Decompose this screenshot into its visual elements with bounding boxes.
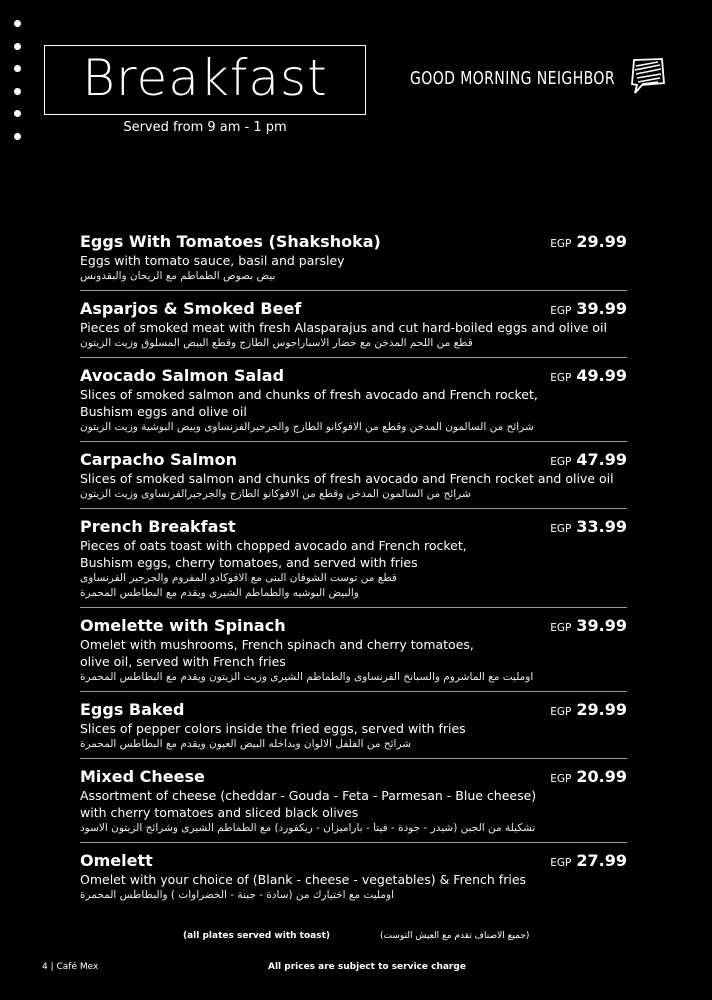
menu-item-price — [550, 299, 627, 318]
menu-item-description: Omelet with mushrooms, French spinach and cherry tomatoes, — [80, 637, 474, 652]
menu-item-arabic-description: قطع من توست الشوفان البنى مع الافوكادو المفروم والجرجير الفرنساوى — [80, 572, 397, 584]
binder-dot — [14, 133, 21, 140]
binder-dot — [14, 88, 21, 95]
page-number: 4 | Café Mex — [42, 962, 99, 972]
menu-item — [80, 365, 627, 442]
price-currency: EGP — [550, 773, 572, 785]
menu-item-description: Slices of smoked salmon and chunks of fresh avocado and French rocket, — [80, 387, 538, 402]
price-amount: 33.99 — [576, 517, 627, 536]
price-currency: EGP — [550, 523, 572, 535]
price-currency: EGP — [550, 372, 572, 384]
menu-item-price — [550, 517, 627, 536]
menu-item-price — [550, 366, 627, 385]
menu-item-arabic-description: اومليت مع الماشروم والسبانخ الفرنساوى والطماطم الشيرى وزيت الزيتون ويقدم مع البطاطس المحمرة — [80, 671, 534, 683]
binder-dot — [14, 20, 21, 27]
binder-dot — [14, 43, 21, 50]
menu-item-name: Eggs Baked — [80, 700, 185, 719]
menu-item-description: with cherry tomatoes and sliced black olives — [80, 805, 359, 820]
menu-item-arabic-description: قطع من اللحم المدخن مع خضار الاسباراجوس الطازج وقطع البيض المسلوق وزيت الزيتون — [80, 337, 473, 349]
menu-item — [80, 850, 627, 909]
menu-item-price — [550, 232, 627, 251]
menu-item-name: Avocado Salmon Salad — [80, 366, 285, 385]
menu-item-price — [550, 616, 627, 635]
menu-item-header — [80, 699, 627, 720]
menu-item-name: Prench Breakfast — [80, 517, 236, 536]
menu-item-name: Asparjos & Smoked Beef — [80, 299, 302, 318]
binder-dot — [14, 110, 21, 117]
menu-item-name: Omelett — [80, 851, 153, 870]
menu-item-arabic-description: تشكيلة من الجبن (شيدر - جودة - فيتا - بارامیزان - ریکفورد) مع الطماطم الشيرى وشرائح الزيتون الاسود — [80, 822, 536, 834]
menu-item-price — [550, 700, 627, 719]
toast-note-en: (all plates served with toast) — [183, 931, 331, 941]
menu-item-header — [80, 449, 627, 470]
menu-item-arabic-description: شرائح من السالمون المدخن وقطع من الافوكانو الطازج والجرجيرالفرنساوى وزيت الزيتون — [80, 488, 471, 500]
menu-item-header — [80, 766, 627, 787]
menu-item-header — [80, 365, 627, 386]
menu-item — [80, 615, 627, 692]
menu-item — [80, 298, 627, 358]
menu-item-name: Eggs With Tomatoes (Shakshoka) — [80, 232, 381, 251]
menu-item-description: Bushism eggs, cherry tomatoes, and served with fries — [80, 555, 418, 570]
menu-item-header — [80, 516, 627, 537]
menu-item — [80, 766, 627, 843]
price-currency: EGP — [550, 706, 572, 718]
menu-item — [80, 516, 627, 608]
menu-item-price — [550, 450, 627, 469]
menu-item-description: Pieces of smoked meat with fresh Alasparajus and cut hard-boiled eggs and olive oil — [80, 320, 607, 335]
served-hours: Served from 9 am - 1 pm — [123, 120, 287, 135]
toast-note-ar: (جميع الاصناف تقدم مع العيش التوست) — [380, 931, 530, 941]
price-currency: EGP — [550, 622, 572, 634]
menu-item-header — [80, 298, 627, 319]
menu-item — [80, 449, 627, 509]
menu-item-description: Slices of pepper colors inside the fried eggs, served with fries — [80, 721, 466, 736]
price-amount: 29.99 — [576, 232, 627, 251]
menu-item-price — [550, 767, 627, 786]
price-amount: 49.99 — [576, 366, 627, 385]
price-amount: 29.99 — [576, 700, 627, 719]
price-currency: EGP — [550, 238, 572, 250]
price-amount: 39.99 — [576, 616, 627, 635]
menu-item-description: Bushism eggs and olive oil — [80, 404, 247, 419]
menu-item — [80, 231, 627, 291]
menu-list — [80, 231, 627, 916]
menu-item-name: Carpacho Salmon — [80, 450, 237, 469]
menu-item-description: Assortment of cheese (cheddar - Gouda - Feta - Parmesan - Blue cheese) — [80, 788, 537, 803]
menu-item-name: Omelette with Spinach — [80, 616, 286, 635]
menu-item-arabic-description: شرائح من السالمون المدخن وقطع من الافوكانو الطازج والجرجيرالفرنساوى وبيض البوشية وزيت الزيتون — [80, 421, 534, 433]
menu-item-description: Pieces of oats toast with chopped avocado and French rocket, — [80, 538, 467, 553]
menu-item-header — [80, 615, 627, 636]
menu-item-arabic-description: شرائح من الفلفل الالوان وبداخله البيض العيون ويقدم مع البطاطس المحمرة — [80, 738, 412, 750]
greeting-text: GOOD MORNING NEIGHBOR — [410, 68, 616, 89]
price-amount: 20.99 — [576, 767, 627, 786]
price-currency: EGP — [550, 305, 572, 317]
menu-item-description: Slices of smoked salmon and chunks of fresh avocado and French rocket and olive oil — [80, 471, 614, 486]
speech-bubble-icon — [628, 57, 666, 95]
menu-item-description: olive oil, served with French fries — [80, 654, 286, 669]
service-charge-note: All prices are subject to service charge — [268, 962, 466, 972]
menu-item-arabic-description: والبيض البوشيه والطماطم الشيرى ويقدم مع البطاطس المحمرة — [80, 587, 359, 599]
menu-item-header — [80, 231, 627, 252]
menu-item-description: Omelet with your choice of (Blank - cheese - vegetables) & French fries — [80, 872, 527, 887]
menu-item-price — [550, 851, 627, 870]
page-title: Breakfast — [82, 49, 328, 107]
price-currency: EGP — [550, 857, 572, 869]
menu-item-arabic-description: بيض بصوص الطماطم مع الريحان والبقدونس — [80, 270, 276, 282]
menu-item-name: Mixed Cheese — [80, 767, 205, 786]
price-amount: 27.99 — [576, 851, 627, 870]
binder-dots — [14, 20, 21, 155]
binder-dot — [14, 65, 21, 72]
menu-item-arabic-description: اومليت مع اختيارك من (سادة - جبنة - الخضراوات ) والبطاطس المحمرة — [80, 889, 395, 901]
title-box — [44, 45, 366, 115]
price-amount: 47.99 — [576, 450, 627, 469]
menu-item-description: Eggs with tomato sauce, basil and parsley — [80, 253, 345, 268]
menu-item — [80, 699, 627, 759]
price-currency: EGP — [550, 456, 572, 468]
menu-item-header — [80, 850, 627, 871]
price-amount: 39.99 — [576, 299, 627, 318]
